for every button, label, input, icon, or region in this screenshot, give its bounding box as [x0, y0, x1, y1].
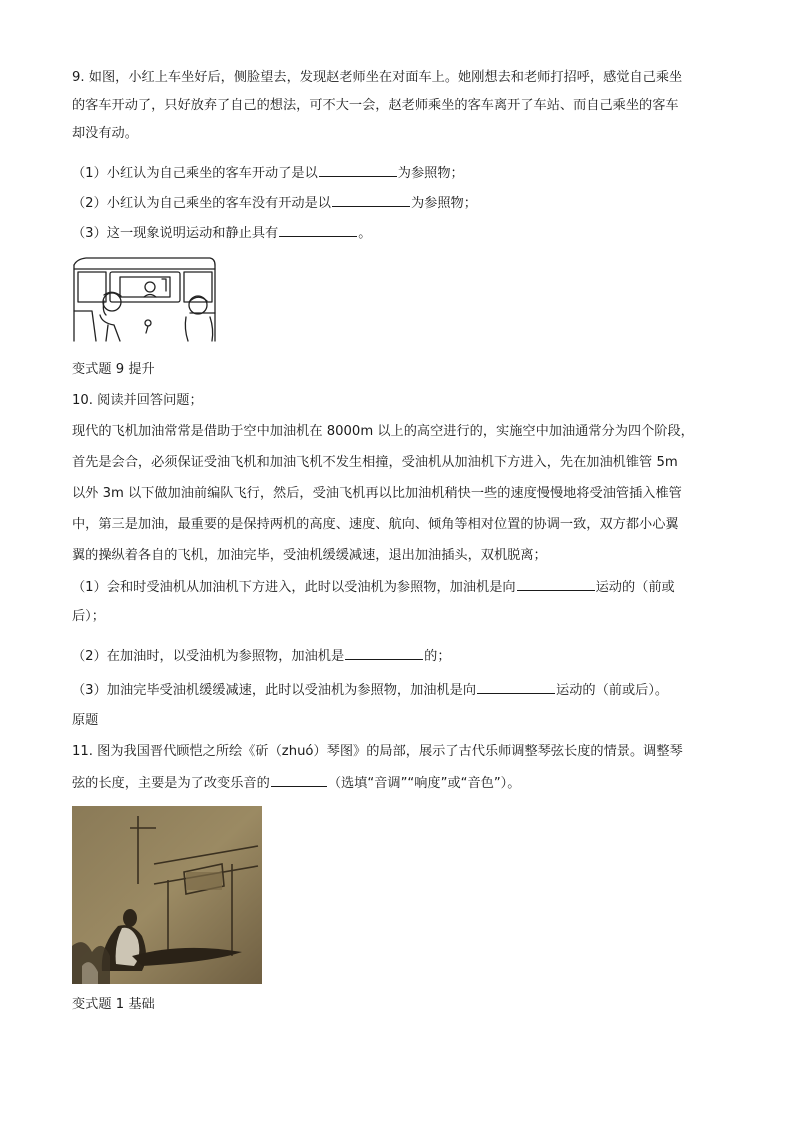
q9-sub-1	[72, 163, 464, 184]
q11-line-1: 11. 图为我国晋代顾恺之所绘《斫（zhuó）琴图》的局部，展示了古代乐师调整琴弦长度的情景。调整琴	[72, 744, 683, 759]
q9-sub-3-blank[interactable]	[279, 223, 357, 237]
q10-sub-1-cont: 后）；	[72, 609, 105, 624]
painting-image	[72, 806, 262, 984]
q9-sub-3-prefix: （3）这一现象说明运动和静止具有	[72, 226, 279, 241]
bus-illustration	[72, 255, 217, 343]
q11-line-2	[72, 773, 520, 794]
q10-sub-2-suffix: 的；	[424, 649, 451, 664]
q10-sub-1	[72, 577, 675, 598]
q9-line-3: 却没有动。	[72, 126, 138, 141]
q11-blank[interactable]	[271, 773, 327, 787]
q10-sub-2-blank[interactable]	[345, 646, 423, 660]
q10-sub-2-prefix: （2）在加油时，以受油机为参照物，加油机是	[72, 649, 345, 664]
q9-sub-2-prefix: （2）小红认为自己乘坐的客车没有开动是以	[72, 196, 331, 211]
q9-sub-1-suffix: 为参照物；	[397, 166, 464, 181]
q9-sub-3	[72, 223, 371, 244]
q10-sub-3-suffix: 运动的（前或后）。	[556, 683, 669, 698]
q9-sub-2-blank[interactable]	[332, 193, 410, 207]
q10-sub-1-suffix: 运动的（前或	[595, 580, 675, 595]
q9-sub-2-suffix: 为参照物；	[410, 196, 477, 211]
q10-original-tag: 原题	[72, 713, 99, 728]
q10-sub-3-blank[interactable]	[477, 680, 555, 694]
q10-para-4: 中，第三是加油，最重要的是保持两机的高度、速度、航向、倾角等相对位置的协调一致，双方都小心翼	[72, 517, 679, 532]
q10-sub-3	[72, 680, 668, 701]
q10-title: 10. 阅读并回答问题；	[72, 393, 203, 408]
q9-sub-2	[72, 193, 477, 214]
q9-sub-1-prefix: （1）小红认为自己乘坐的客车开动了是以	[72, 166, 318, 181]
q10-sub-1-prefix: （1）会和时受油机从加油机下方进入，此时以受油机为参照物，加油机是向	[72, 580, 516, 595]
q11-line-2-suffix: （选填“音调”“响度”或“音色”）。	[327, 776, 521, 791]
q9-line-1: 9. 如图，小红上车坐好后，侧脸望去，发现赵老师坐在对面车上。她刚想去和老师打招呼，感觉自己乘坐	[72, 70, 683, 85]
q10-sub-2	[72, 646, 451, 667]
q10-sub-1-blank[interactable]	[517, 577, 595, 591]
q10-sub-3-prefix: （3）加油完毕受油机缓缓减速，此时以受油机为参照物，加油机是向	[72, 683, 477, 698]
q11-variant-tag: 变式题 1 基础	[72, 997, 155, 1012]
q10-para-5: 翼的操纵着各自的飞机，加油完毕，受油机缓缓减速，退出加油插头，双机脱离；	[72, 548, 547, 563]
q10-para-1: 现代的飞机加油常常是借助于空中加油机在 8000m 以上的高空进行的，实施空中加油通常分为四个阶段，	[72, 424, 694, 439]
q10-para-2: 首先是会合，必须保证受油飞机和加油飞机不发生相撞，受油机从加油机下方进入，先在加油机锥管 5m	[72, 455, 678, 470]
q10-para-3: 以外 3m 以下做加油前编队飞行，然后，受油飞机再以比加油机稍快一些的速度慢慢地将受油管插入椎管	[72, 486, 682, 501]
q9-sub-1-blank[interactable]	[319, 163, 397, 177]
q9-sub-3-suffix: 。	[358, 226, 372, 241]
q9-line-2: 的客车开动了，只好放弃了自己的想法，可不大一会，赵老师乘坐的客车离开了车站、而自己乘坐的客车	[72, 98, 679, 113]
q11-line-2-prefix: 弦的长度，主要是为了改变乐音的	[72, 776, 270, 791]
q9-variant-tag: 变式题 9 提升	[72, 362, 155, 377]
